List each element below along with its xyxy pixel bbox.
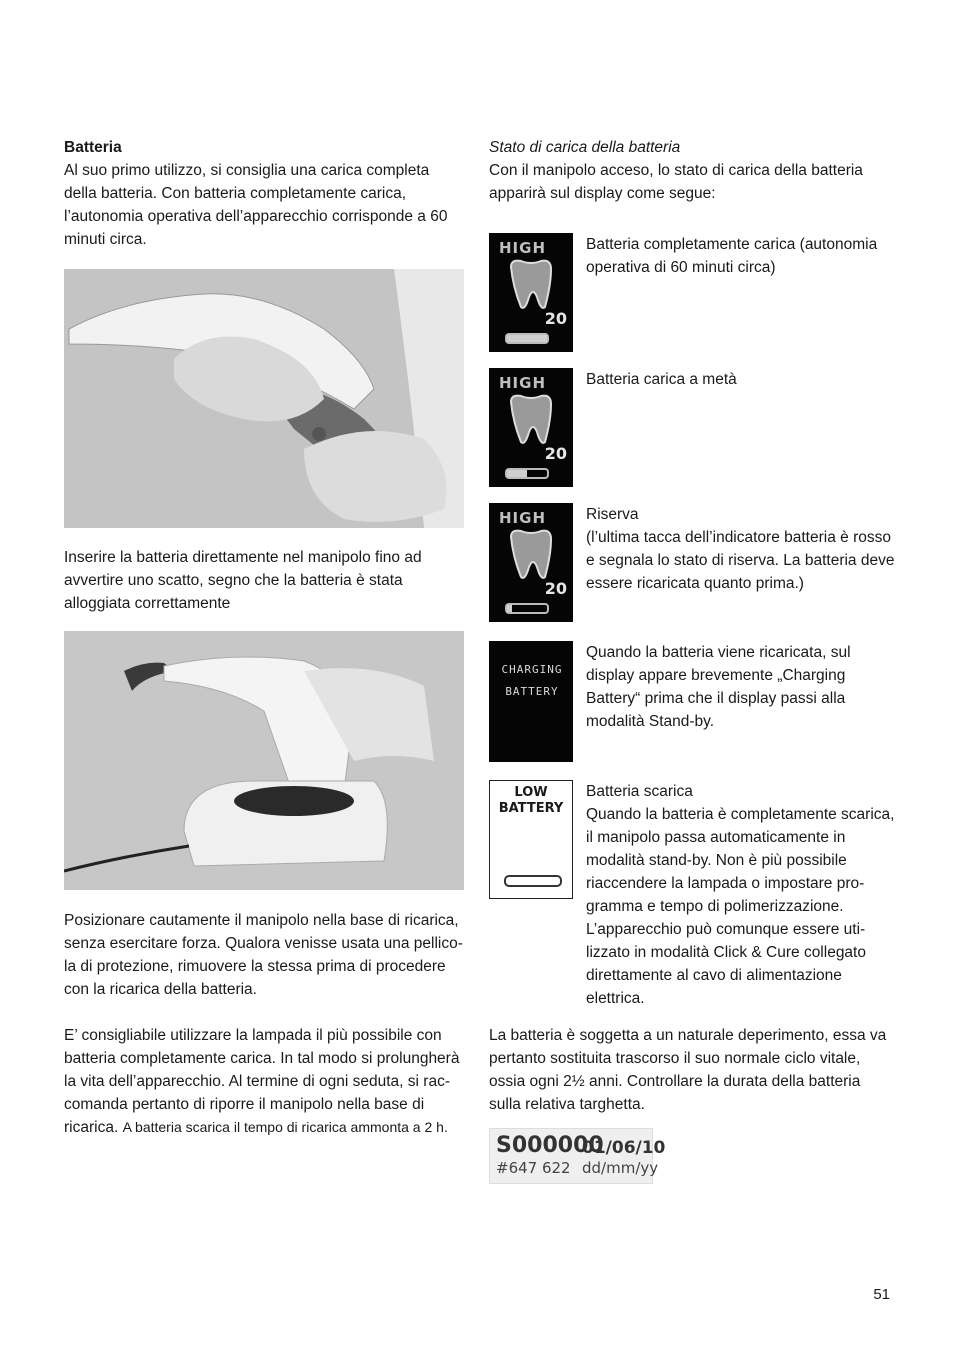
- display-charging: [489, 641, 573, 762]
- aging-paragraph: La batteria è soggetta a un naturale deperimento, essa va pertanto sostituita trascorso il suo normale ciclo vitale, ossia ogni 2½ anni. Controllare la durata della batteria sulla relativa targhetta.: [489, 1027, 887, 1113]
- bottom-left-text: [64, 909, 464, 1139]
- advice-small-text: A batteria scarica il tempo di ricarica ammonta a 2 h.: [122, 1119, 448, 1135]
- display-value: 20: [544, 309, 567, 328]
- insert-instructions: [64, 546, 464, 615]
- charge-status-intro: Con il manipolo acceso, lo stato di carica della batteria apparirà sul display come segue:: [489, 162, 863, 202]
- tooth-icon: [503, 527, 559, 583]
- label-number: #647 622: [496, 1159, 571, 1177]
- state-half-text: [586, 368, 896, 391]
- battery-icon: [505, 468, 549, 479]
- display-value: 20: [544, 579, 567, 598]
- tooth-icon: [503, 257, 559, 313]
- state-low-text: [586, 780, 896, 1010]
- charging-base-photo: [64, 631, 464, 890]
- right-column: [489, 136, 889, 205]
- label-code: S000000: [496, 1133, 604, 1158]
- position-paragraph: Posizionare cautamente il manipolo nella base di ricarica, senza esercitare forza. Qualora venisse usata una pellico-la di protezione, rimuovere la stessa prima di procedere con la ricarica della batteria.: [64, 912, 463, 998]
- battery-state-half: [489, 368, 889, 487]
- state-reserve-description: (l’ultima tacca dell’indicatore batteria è rosso e segnala lo stato di riserva. La batteria deve essere ricaricata quanto prima.): [586, 529, 895, 592]
- low-line1: LOW: [514, 785, 548, 800]
- section-heading: Batteria: [64, 139, 122, 156]
- intro-paragraph: Al suo primo utilizzo, si consiglia una carica completa della batteria. Con batteria completamente carica, l’autonomia operativa dell’apparecchio corrisponde a 60 minuti circa.: [64, 162, 448, 248]
- label-date: 01/06/10: [582, 1138, 666, 1158]
- battery-state-reserve: [489, 503, 895, 622]
- state-low-title: Batteria scarica: [586, 783, 693, 800]
- charging-line1: CHARGING: [501, 663, 563, 676]
- battery-insertion-photo: [64, 269, 464, 528]
- state-half-description: Batteria carica a metà: [586, 371, 737, 388]
- tooth-icon: [503, 392, 559, 448]
- advice-paragraph: [64, 1024, 464, 1139]
- display-high-label: HIGH: [499, 509, 547, 527]
- display-full: [489, 233, 573, 352]
- battery-state-low: [489, 780, 895, 1007]
- advice-text: E’ consigliabile utilizzare la lampada il più possibile con batteria completamente carica. In tal modo si prolungherà la vita dell’apparecchio. Al termine di ogni seduta, si rac-comanda pertanto di riporre il manipolo nella base di ricarica.: [64, 1027, 460, 1136]
- state-low-description: Quando la batteria è completamente scarica, il manipolo passa automaticamente in modalità stand-by. Non è più possibile riaccendere la lampada o impostare pro-gramma e tempo di polimerizzazione. L’apparecchio può comunque essere uti-lizzato in modalità Click & Cure collegato direttamente al cavo di alimentazione elettrica.: [586, 806, 895, 1007]
- battery-icon: [505, 603, 549, 614]
- charging-display-text: [493, 659, 571, 703]
- battery-icon: [505, 333, 549, 344]
- low-line2: BATTERY: [498, 801, 564, 816]
- charging-line2: BATTERY: [505, 685, 559, 698]
- display-reserve: [489, 503, 573, 622]
- battery-state-full: [489, 233, 889, 352]
- battery-label: [489, 1128, 666, 1184]
- state-full-description: Batteria completamente carica (autonomia operativa di 60 minuti circa): [586, 236, 878, 276]
- insert-paragraph: Inserire la batteria direttamente nel manipolo fino ad avvertire uno scatto, segno che la batteria è stata alloggiata correttamente: [64, 549, 422, 612]
- state-charging-description: Quando la batteria viene ricaricata, sul display appare brevemente „Charging Battery“ prima che il display passi alla modalità Stand-by.: [586, 644, 851, 730]
- empty-battery-icon: [504, 875, 562, 887]
- display-high-label: HIGH: [499, 374, 547, 392]
- label-date-format: dd/mm/yy: [582, 1159, 659, 1177]
- display-low: [489, 780, 573, 899]
- low-battery-display-text: [490, 785, 572, 817]
- state-full-text: [586, 233, 896, 279]
- state-reserve-text: [586, 503, 896, 595]
- state-charging-text: [586, 641, 896, 733]
- left-column: [64, 136, 464, 251]
- charging-base-illustration: [64, 631, 464, 890]
- charge-status-title: Stato di carica della batteria: [489, 139, 681, 156]
- display-high-label: HIGH: [499, 239, 547, 257]
- aging-section: [489, 1024, 889, 1116]
- handpiece-hand-illustration: [64, 269, 464, 528]
- display-value: 20: [544, 444, 567, 463]
- page-number: 51: [873, 1286, 890, 1303]
- state-reserve-title: Riserva: [586, 506, 639, 523]
- display-half: [489, 368, 573, 487]
- battery-state-charging: [489, 641, 889, 762]
